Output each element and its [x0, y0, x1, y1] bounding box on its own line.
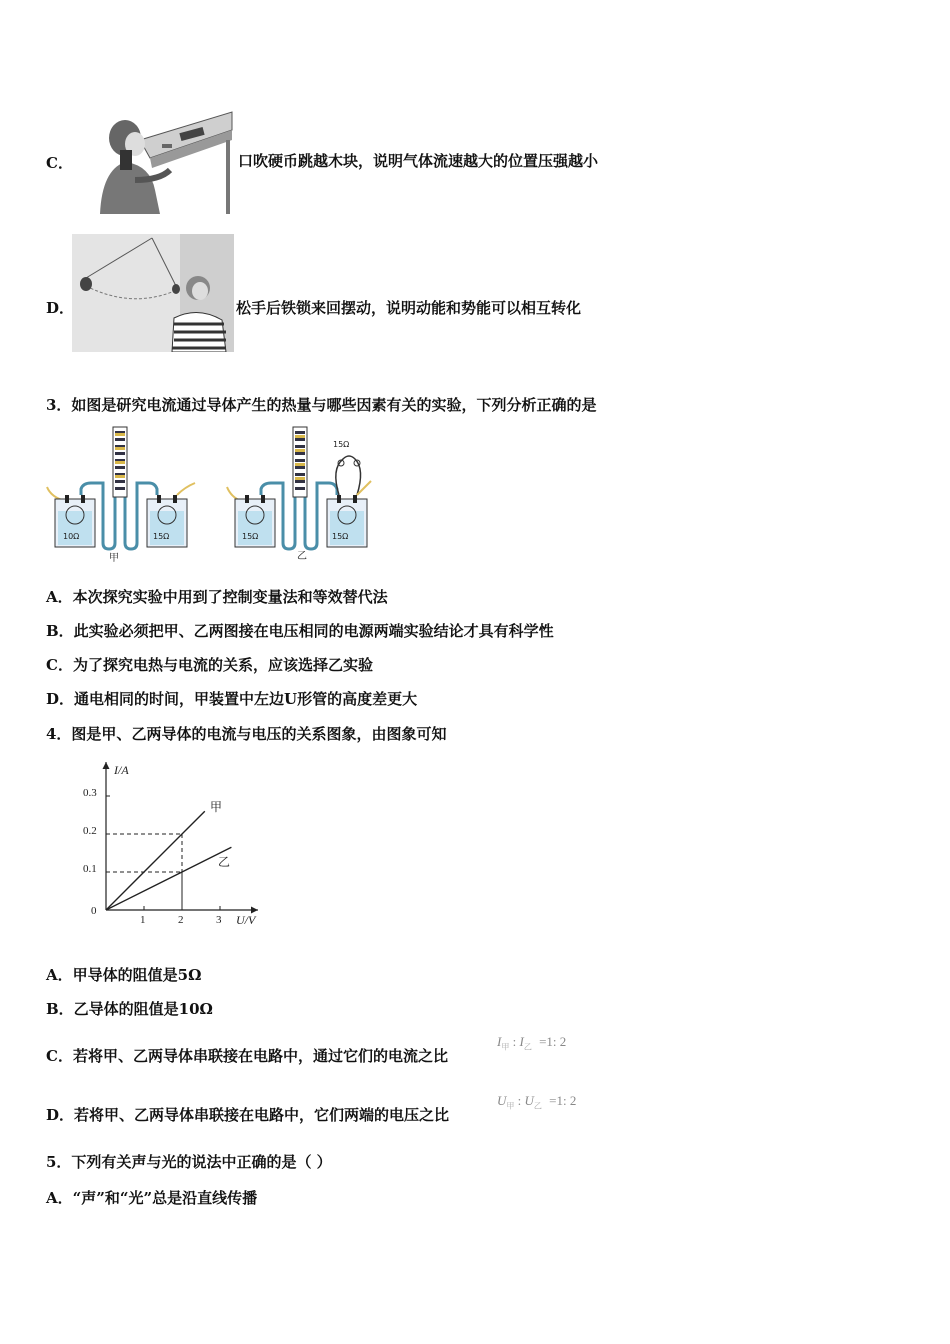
y-tick-label: 0.1 — [83, 863, 97, 875]
yi-right-resistor: 15Ω — [332, 532, 349, 541]
q4-option-c-formula: $I_甲$ : $I_乙 =1$: 2 — [497, 1034, 567, 1052]
pendulum-lock-photo — [72, 234, 234, 352]
option-d-text: 松手后铁锁来回摆动，说明动能和势能可以相互转化 — [236, 299, 582, 317]
blow-coin-photo — [80, 110, 234, 214]
q3-option-d: D．通电相同的时间，甲装置中左边U形管的高度差更大 — [46, 690, 418, 708]
x-tick-label: 2 — [178, 914, 184, 926]
option-c-label: C． — [46, 154, 73, 172]
option-d-label: D． — [46, 299, 75, 317]
q3-experiment-figure — [45, 425, 375, 565]
y-tick-label: 0.3 — [83, 787, 97, 799]
jia-left-resistor: 10Ω — [63, 532, 80, 541]
setup-yi — [227, 427, 371, 562]
series-label-yi: 乙 — [218, 855, 231, 869]
q5-option-a: A．“声”和“光”总是沿直线传播 — [46, 1189, 258, 1207]
iu-graph — [80, 756, 270, 932]
series-line-yi — [106, 847, 231, 910]
jia-right-resistor: 15Ω — [153, 532, 170, 541]
q4-option-a: A．甲导体的阻值是5Ω — [46, 966, 202, 984]
q4-option-c: C．若将甲、乙两导体串联接在电路中，通过它们的电流之比 — [46, 1047, 448, 1065]
q3-option-b: B．此实验必须把甲、乙两图接在电压相同的电源两端实验结论才具有科学性 — [46, 622, 554, 640]
question-4-stem: 4．图是甲、乙两导体的电流与电压的关系图象，由图象可知 — [46, 725, 447, 743]
origin-label: 0 — [91, 905, 97, 917]
jia-label: 甲 — [109, 553, 119, 564]
option-c-text: 口吹硬币跳越木块，说明气体流速越大的位置压强越小 — [238, 152, 599, 170]
yi-left-resistor: 15Ω — [242, 532, 259, 541]
x-axis-label: U/V — [236, 913, 256, 927]
q4-option-b: B．乙导体的阻值是10Ω — [46, 1000, 213, 1018]
q3-option-c: C．为了探究电热与电流的关系，应该选择乙实验 — [46, 656, 373, 674]
yi-parallel-resistor: 15Ω — [333, 440, 350, 449]
q4-option-d: D．若将甲、乙两导体串联接在电路中，它们两端的电压之比 — [46, 1106, 450, 1124]
question-3-stem: 3．如图是研究电流通过导体产生的热量与哪些因素有关的实验，下列分析正确的是 — [46, 396, 597, 414]
y-tick-label: 0.2 — [83, 825, 97, 837]
x-tick-label: 1 — [140, 914, 146, 926]
series-label-jia: 甲 — [210, 800, 223, 814]
y-axis-label: I/A — [114, 763, 129, 777]
setup-jia — [47, 427, 195, 564]
yi-label: 乙 — [297, 551, 307, 562]
series-line-jia — [106, 811, 205, 910]
q3-option-a: A．本次探究实验中用到了控制变量法和等效替代法 — [46, 588, 388, 606]
question-5-stem: 5．下列有关声与光的说法中正确的是（ ） — [46, 1153, 332, 1171]
x-tick-label: 3 — [216, 914, 222, 926]
q4-option-d-formula: $U_甲$ : $U_乙 =1$: 2 — [497, 1093, 577, 1111]
